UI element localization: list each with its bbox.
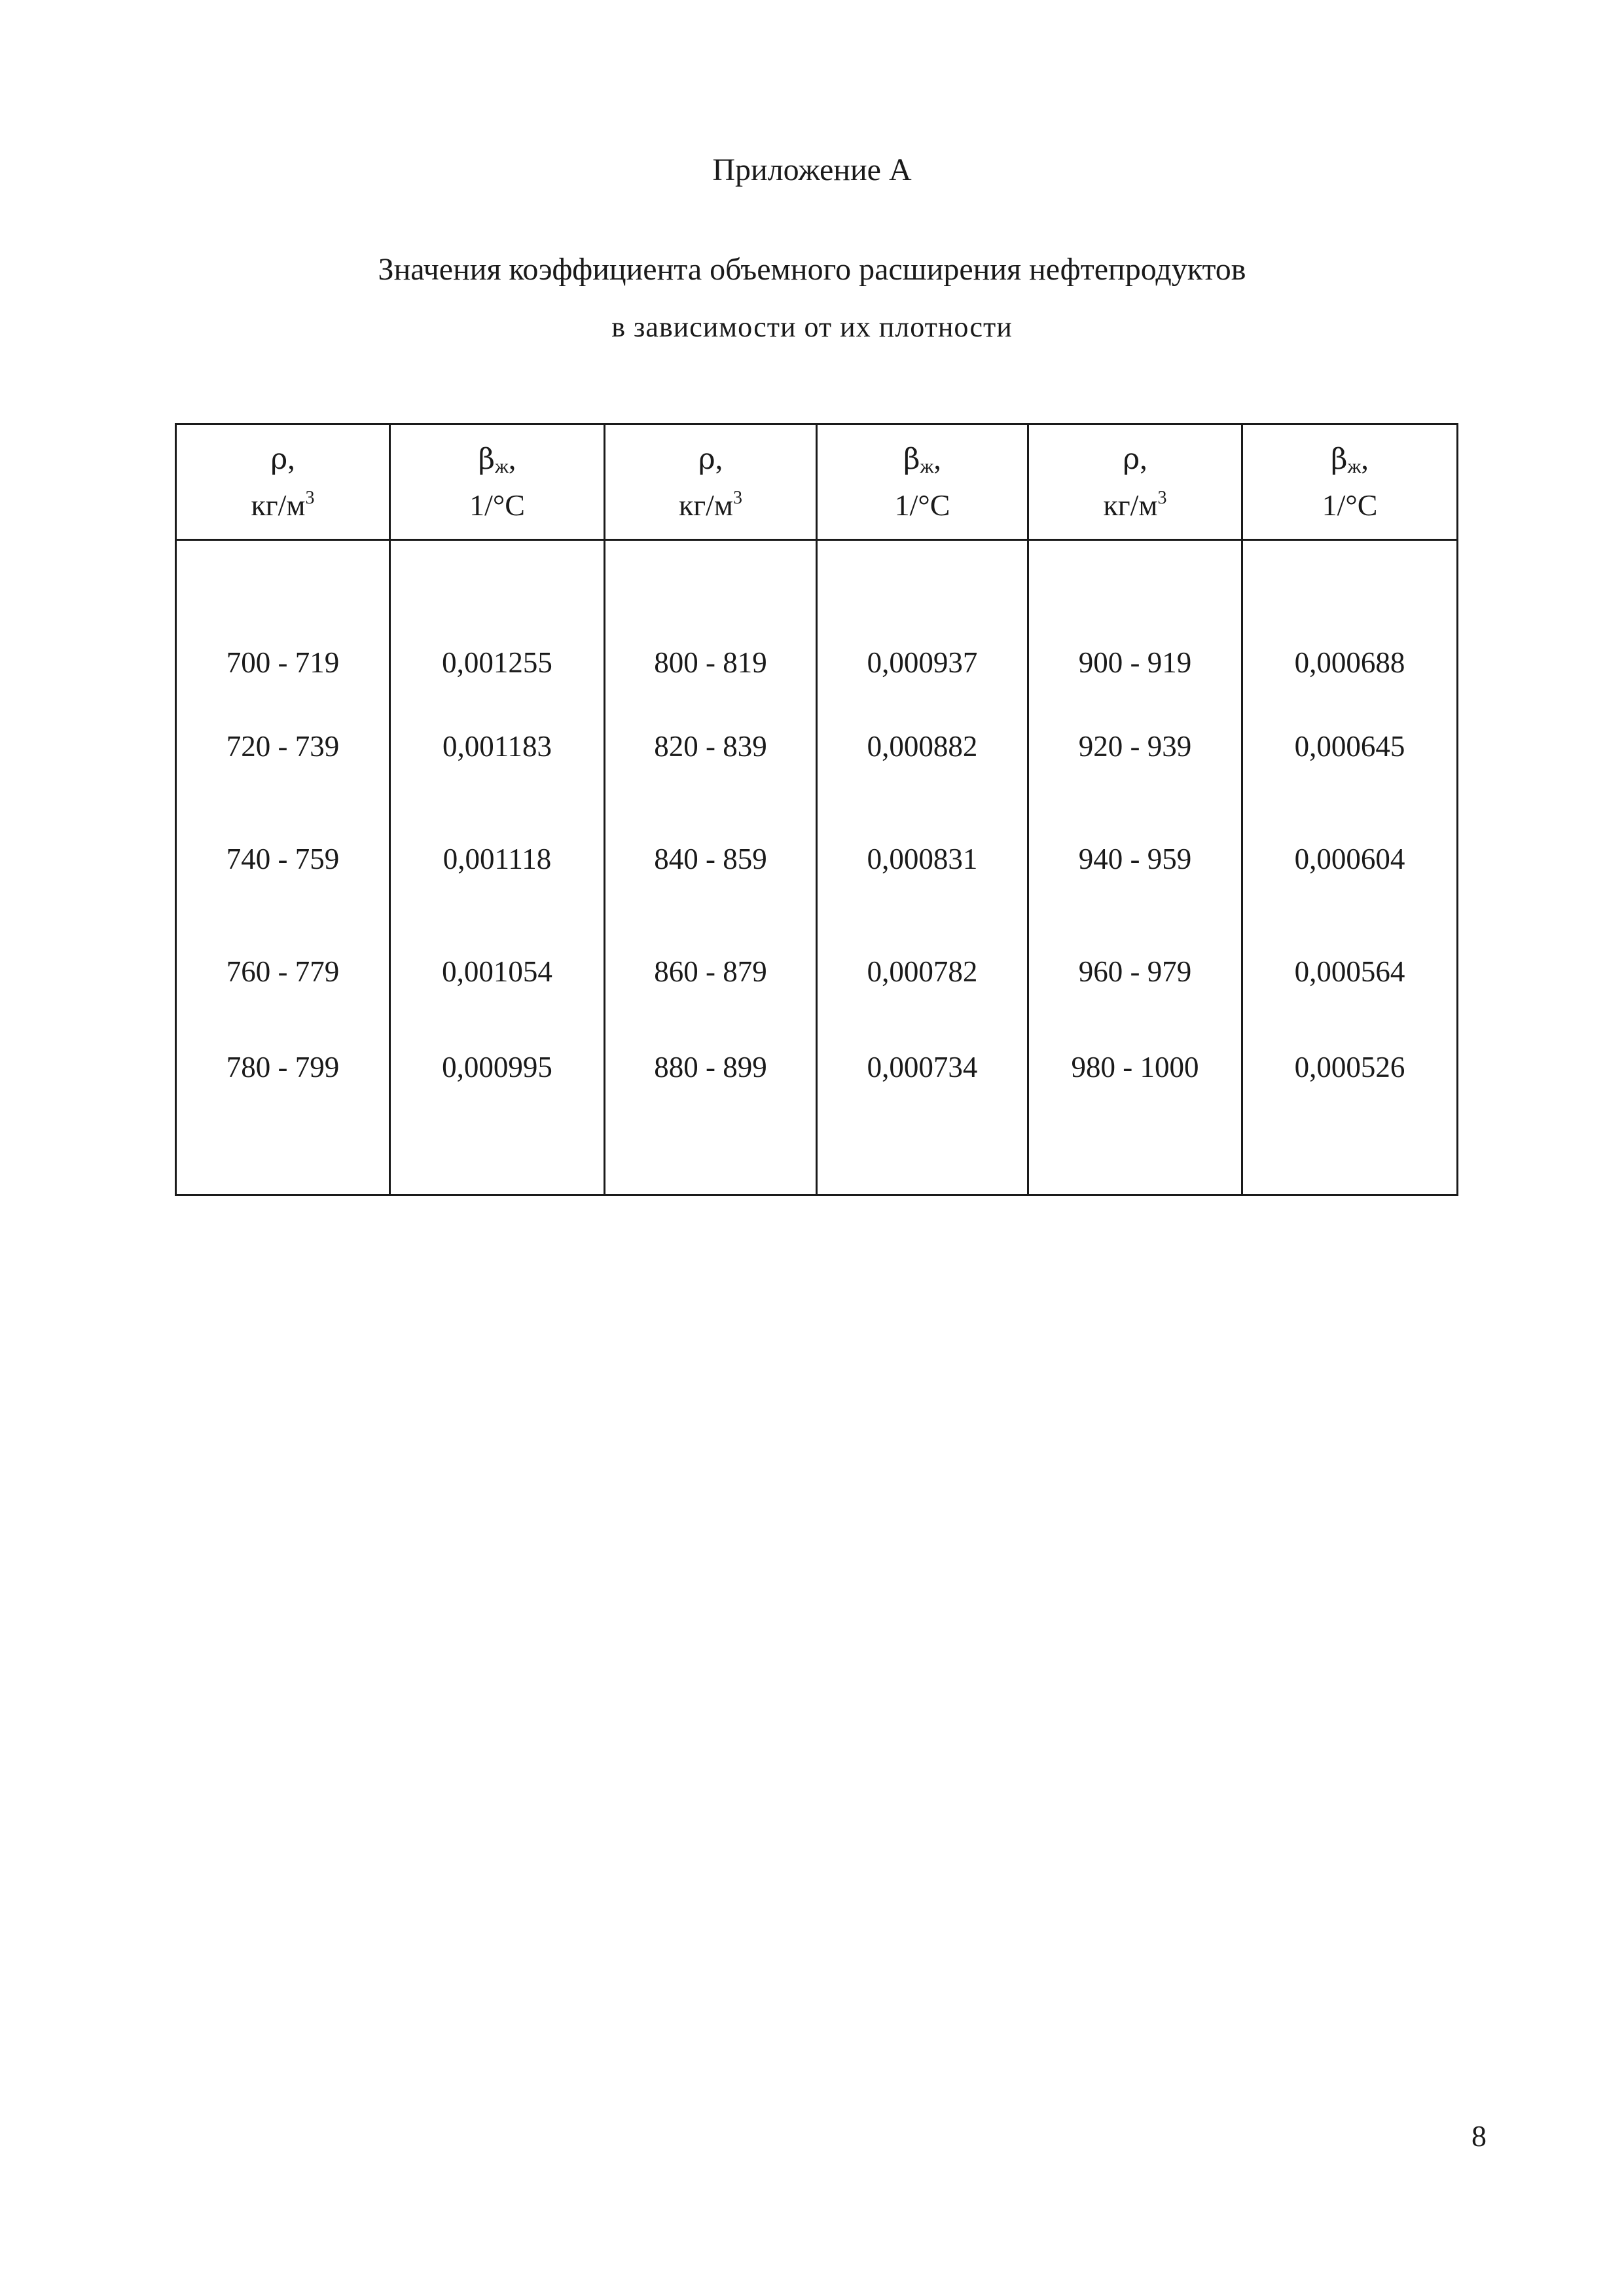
header-symbol-glyph: β (478, 442, 496, 476)
coefficient-cell: 0,000604 (1242, 803, 1458, 915)
table-body (176, 540, 1458, 1195)
coefficient-cell: 0,000831 (817, 803, 1028, 915)
table-row (176, 690, 1458, 803)
table-row (176, 803, 1458, 915)
header-unit-text: кг/м (1103, 488, 1158, 522)
coefficient-cell: 0,000995 (390, 1028, 605, 1195)
table-row (176, 915, 1458, 1028)
coefficient-cell: 0,000782 (817, 915, 1028, 1028)
header-unit-superscript: 3 (305, 488, 315, 508)
page-number: 8 (1471, 2119, 1487, 2153)
density-range-cell: 860 - 879 (605, 915, 817, 1028)
table-header-row (176, 424, 1458, 540)
header-subscript: ж (495, 455, 509, 477)
header-unit (605, 482, 816, 528)
header-symbol-glyph: ρ (270, 442, 288, 476)
density-range-cell: 960 - 979 (1028, 915, 1242, 1028)
header-unit (1029, 482, 1241, 528)
header-symbol: $\beta_ж$, (903, 441, 941, 477)
header-symbol-glyph: β (1331, 442, 1348, 476)
header-unit (1243, 482, 1456, 528)
coefficient-cell: 0,000734 (817, 1028, 1028, 1195)
header-unit (177, 482, 389, 528)
header-cell-5 (1028, 424, 1242, 540)
density-range-cell: 780 - 799 (176, 1028, 390, 1195)
header-symbol: ρ, (1123, 441, 1147, 476)
coefficient-cell: 0,000937 (817, 540, 1028, 691)
density-range-cell: 700 - 719 (176, 540, 390, 691)
density-range-cell: 980 - 1000 (1028, 1028, 1242, 1195)
coefficient-cell: 0,000645 (1242, 690, 1458, 803)
density-range-cell: 920 - 939 (1028, 690, 1242, 803)
header-unit-text: 1/°С (469, 488, 525, 522)
density-range-cell: 740 - 759 (176, 803, 390, 915)
coefficient-cell: 0,001183 (390, 690, 605, 803)
density-range-cell: 900 - 919 (1028, 540, 1242, 691)
header-unit-text: кг/м (251, 488, 306, 522)
header-symbol: ρ, (270, 441, 295, 476)
density-range-cell: 800 - 819 (605, 540, 817, 691)
header-cell-1 (176, 424, 390, 540)
header-symbol-glyph: ρ (698, 442, 715, 476)
header-unit-text: 1/°С (1322, 488, 1378, 522)
coefficient-cell: 0,001118 (390, 803, 605, 915)
density-range-cell: 820 - 839 (605, 690, 817, 803)
header-symbol: $\beta_ж$, (1331, 441, 1369, 477)
density-range-cell: 840 - 859 (605, 803, 817, 915)
table-caption-line-1: Значения коэффициента объемного расширения нефтепродуктов (378, 252, 1246, 287)
table-caption-line-2: в зависимости от их плотности (611, 311, 1013, 343)
appendix-title: Приложение А (712, 153, 912, 187)
expansion-coefficient-table (175, 423, 1458, 1196)
table-row (176, 540, 1458, 691)
header-unit (818, 482, 1027, 528)
coefficient-cell: 0,001255 (390, 540, 605, 691)
header-symbol: $\beta_ж$, (478, 441, 516, 477)
header-unit (391, 482, 604, 528)
header-unit-superscript: 3 (733, 488, 743, 508)
coefficient-cell: 0,000526 (1242, 1028, 1458, 1195)
header-symbol-glyph: ρ (1123, 442, 1140, 476)
header-unit-text: 1/°С (894, 488, 950, 522)
table-row (176, 1028, 1458, 1195)
header-subscript: ж (920, 455, 934, 477)
coefficient-cell: 0,000688 (1242, 540, 1458, 691)
density-range-cell: 760 - 779 (176, 915, 390, 1028)
header-cell-6 (1242, 424, 1458, 540)
density-range-cell: 720 - 739 (176, 690, 390, 803)
coefficient-cell: 0,001054 (390, 915, 605, 1028)
density-range-cell: 880 - 899 (605, 1028, 817, 1195)
header-cell-3 (605, 424, 817, 540)
header-cell-2 (390, 424, 605, 540)
coefficient-cell: 0,000564 (1242, 915, 1458, 1028)
header-symbol: ρ, (698, 441, 723, 476)
header-unit-superscript: 3 (1157, 488, 1167, 508)
density-range-cell: 940 - 959 (1028, 803, 1242, 915)
header-cell-4 (817, 424, 1028, 540)
coefficient-cell: 0,000882 (817, 690, 1028, 803)
header-symbol-glyph: β (903, 442, 920, 476)
header-unit-text: кг/м (678, 488, 734, 522)
header-subscript: ж (1347, 455, 1362, 477)
